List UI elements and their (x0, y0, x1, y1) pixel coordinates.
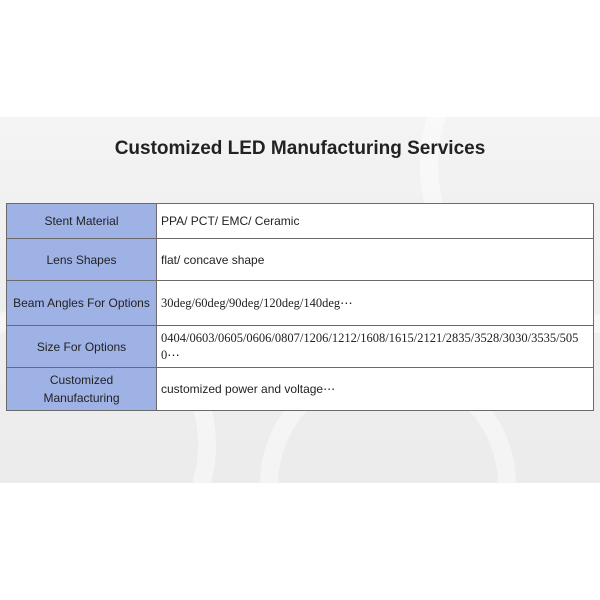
table-row (7, 368, 594, 411)
spec-table (6, 203, 594, 411)
row-label: Lens Shapes (7, 239, 157, 281)
table-row (7, 239, 594, 281)
row-label: Beam Angles For Options (7, 281, 157, 326)
row-value: flat/ concave shape (157, 239, 594, 281)
row-value: 0404/0603/0605/0606/0807/1206/1212/1608/1615/2121/2835/3528/3030/3535/5050⋯ (157, 326, 594, 368)
row-label: Size For Options (7, 326, 157, 368)
table-row (7, 326, 594, 368)
row-value: PPA/ PCT/ EMC/ Ceramic (157, 204, 594, 239)
table-row (7, 204, 594, 239)
page-title: Customized LED Manufacturing Services (114, 138, 486, 159)
row-label: Stent Material (7, 204, 157, 239)
row-value: 30deg/60deg/90deg/120deg/140deg⋯ (157, 281, 594, 326)
row-label: Customized Manufacturing (7, 368, 157, 411)
row-value: customized power and voltage⋯ (157, 368, 594, 411)
table-row (7, 281, 594, 326)
